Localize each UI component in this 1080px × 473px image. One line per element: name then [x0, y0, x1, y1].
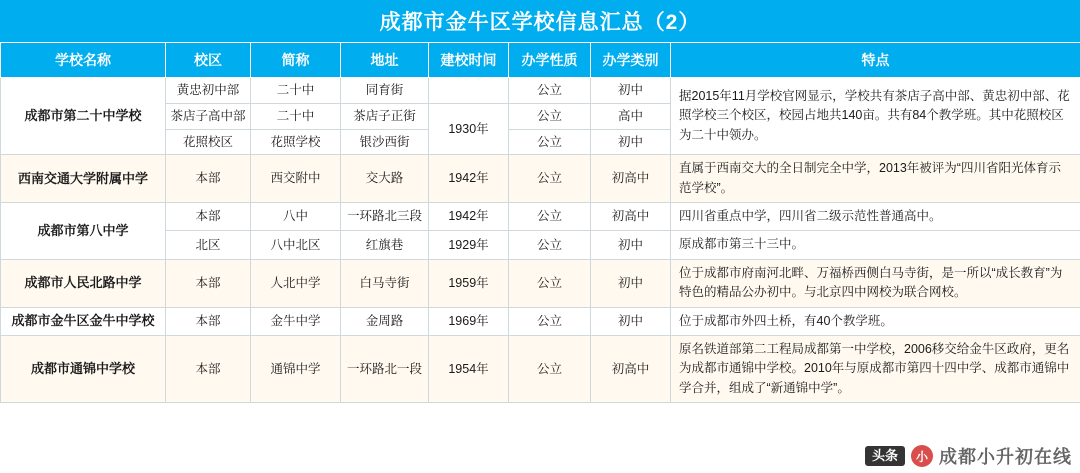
cell-address: 一环路北三段 [341, 203, 429, 231]
cell-school-name: 成都市第二十中学校 [1, 78, 166, 155]
cell-founded: 1954年 [429, 335, 509, 402]
cell-type: 初高中 [591, 155, 671, 203]
table-row [1, 203, 1080, 231]
column-header-features: 特点 [671, 43, 1080, 78]
cell-nature: 公立 [509, 103, 591, 129]
cell-features: 直属于西南交大的全日制完全中学，2013年被评为“四川省阳光体育示范学校”。 [671, 155, 1080, 203]
column-header-school-name: 学校名称 [1, 43, 166, 78]
column-header-nature: 办学性质 [509, 43, 591, 78]
cell-campus: 本部 [166, 203, 251, 231]
table-row [1, 78, 1080, 104]
cell-address: 红旗巷 [341, 231, 429, 259]
cell-founded: 1969年 [429, 307, 509, 335]
cell-founded: 1959年 [429, 259, 509, 307]
cell-nature: 公立 [509, 203, 591, 231]
avatar: 小 [911, 445, 933, 467]
cell-campus: 本部 [166, 307, 251, 335]
cell-address: 金周路 [341, 307, 429, 335]
cell-school-name: 成都市人民北路中学 [1, 259, 166, 307]
cell-address: 交大路 [341, 155, 429, 203]
cell-abbreviation: 西交附中 [251, 155, 341, 203]
column-header-abbreviation: 简称 [251, 43, 341, 78]
cell-features: 位于成都市外四土桥，有40个教学班。 [671, 307, 1080, 335]
column-header-address: 地址 [341, 43, 429, 78]
cell-campus: 北区 [166, 231, 251, 259]
cell-features: 据2015年11月学校官网显示，学校共有茶店子高中部、黄忠初中部、花照学校三个校区，校园占地共140亩。共有84个教学班。其中花照校区为二十中领办。 [671, 78, 1080, 155]
cell-nature: 公立 [509, 155, 591, 203]
column-header-campus: 校区 [166, 43, 251, 78]
cell-address: 一环路北一段 [341, 335, 429, 402]
table-header-row [1, 43, 1080, 78]
cell-abbreviation: 花照学校 [251, 129, 341, 155]
cell-type: 初中 [591, 78, 671, 104]
cell-school-name: 成都市第八中学 [1, 203, 166, 260]
cell-features: 四川省重点中学，四川省二级示范性普通高中。 [671, 203, 1080, 231]
table-row [1, 259, 1080, 307]
cell-abbreviation: 二十中 [251, 103, 341, 129]
cell-nature: 公立 [509, 259, 591, 307]
cell-school-name: 成都市金牛区金牛中学校 [1, 307, 166, 335]
cell-abbreviation: 二十中 [251, 78, 341, 104]
cell-address: 银沙西街 [341, 129, 429, 155]
column-header-founded: 建校时间 [429, 43, 509, 78]
cell-type: 初中 [591, 231, 671, 259]
cell-type: 初高中 [591, 335, 671, 402]
cell-abbreviation: 通锦中学 [251, 335, 341, 402]
cell-nature: 公立 [509, 129, 591, 155]
watermark [865, 443, 1072, 469]
cell-address: 茶店子正街 [341, 103, 429, 129]
column-header-type: 办学类别 [591, 43, 671, 78]
cell-founded: 1929年 [429, 231, 509, 259]
cell-founded: 1942年 [429, 155, 509, 203]
cell-abbreviation: 八中 [251, 203, 341, 231]
toutiao-badge: 头条 [865, 446, 905, 466]
cell-campus: 茶店子高中部 [166, 103, 251, 129]
cell-campus: 本部 [166, 335, 251, 402]
cell-type: 高中 [591, 103, 671, 129]
cell-abbreviation: 金牛中学 [251, 307, 341, 335]
table-body [1, 78, 1080, 403]
cell-features: 原成都市第三十三中。 [671, 231, 1080, 259]
cell-abbreviation: 人北中学 [251, 259, 341, 307]
cell-type: 初中 [591, 259, 671, 307]
cell-nature: 公立 [509, 335, 591, 402]
cell-nature: 公立 [509, 78, 591, 104]
cell-campus: 花照校区 [166, 129, 251, 155]
cell-type: 初中 [591, 307, 671, 335]
cell-features: 原名铁道部第二工程局成都第一中学校，2006移交给金牛区政府，更名为成都市通锦中学校。2010年与原成都市第四十四中学、成都市通锦中学合并，组成了“新通锦中学”。 [671, 335, 1080, 402]
cell-founded: 1930年 [429, 103, 509, 155]
school-info-table [0, 42, 1080, 403]
cell-address: 同育街 [341, 78, 429, 104]
cell-address: 白马寺街 [341, 259, 429, 307]
cell-school-name: 成都市通锦中学校 [1, 335, 166, 402]
cell-campus: 本部 [166, 259, 251, 307]
watermark-text: 成都小升初在线 [939, 447, 1072, 467]
cell-abbreviation: 八中北区 [251, 231, 341, 259]
cell-school-name: 西南交通大学附属中学 [1, 155, 166, 203]
cell-type: 初中 [591, 129, 671, 155]
cell-campus: 本部 [166, 155, 251, 203]
cell-features: 位于成都市府南河北畔、万福桥西侧白马寺街，是一所以“成长教育”为特色的精品公办初中。与北京四中网校为联合网校。 [671, 259, 1080, 307]
cell-campus: 黄忠初中部 [166, 78, 251, 104]
cell-founded [429, 78, 509, 104]
page-title: 成都市金牛区学校信息汇总（2） [0, 0, 1080, 42]
table-row [1, 307, 1080, 335]
cell-nature: 公立 [509, 231, 591, 259]
cell-founded: 1942年 [429, 203, 509, 231]
cell-nature: 公立 [509, 307, 591, 335]
table-row [1, 155, 1080, 203]
cell-type: 初高中 [591, 203, 671, 231]
table-row [1, 335, 1080, 402]
